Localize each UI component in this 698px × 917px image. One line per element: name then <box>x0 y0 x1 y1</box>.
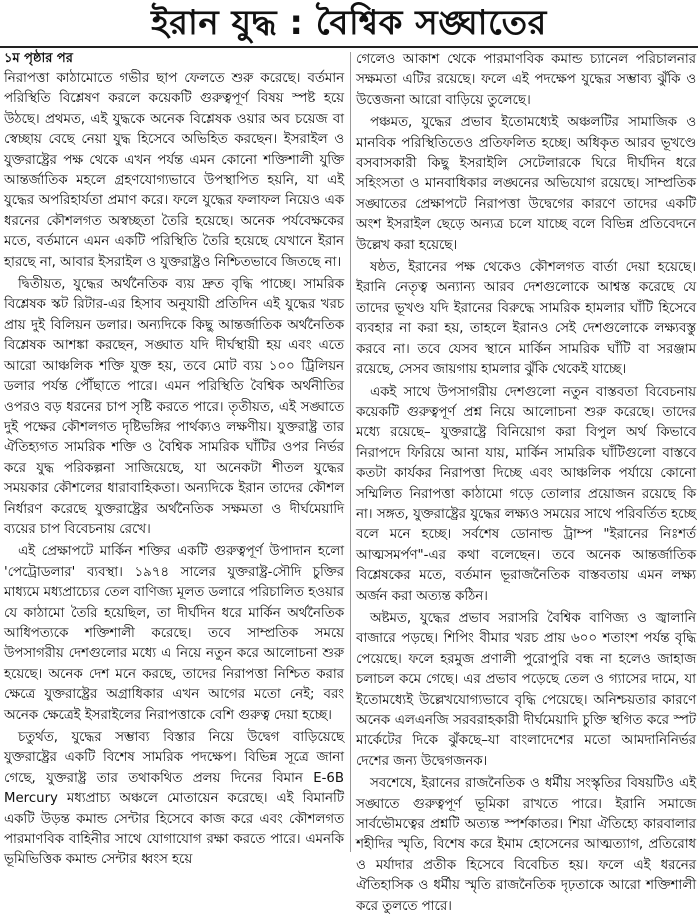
continuation-label: ১ম পৃষ্ঠার পর <box>4 51 73 66</box>
paragraph: সবশেষে, ইরানের রাজনৈতিক ও ধর্মীয় সংস্কৃতির বিষয়টিও এই সঙ্ঘাতে গুরুত্বপূর্ণ ভূমিকা রাখতে পারে। ইরানি সমাজে সার্বভৌমত্বের প্রশ্নটি অত্যন্ত স্পর্শকাতর। শিয়া ঐতিহ্যে কারবালার শহীদির স্মৃতি, বিশেষ করে ইমাম হোসেনের আত্মত্যাগ, প্রতিরোধ ও মর্যাদার প্রতীক হিসেবে বিবেচিত হয়। ফলে এই ধরনের ঐতিহাসিক ও ধর্মীয় স্মৃতি রাজনৈতিক দৃঢ়তাকে আরো শক্তিশালী করে তুলতে পারে। <box>356 776 696 914</box>
paragraph: এই প্রেক্ষাপটে মার্কিন শক্তির একটি গুরুত্বপূর্ণ উপাদান হলো 'পেট্রোডলার' ব্যবস্থা। ১৯৭৪ সালের যুক্তরাষ্ট্র-সৌদি চুক্তির মাধ্যমে মধ্যপ্রাচ্যের তেল বাণিজ্য মূলত ডলারে পরিচালিত হওয়ার যে কাঠামো তৈরি হয়েছিল, তা দীর্ঘদিন ধরে মার্কিন অর্থনৈতিক আধিপত্যকে শক্তিশালী করেছে। তবে সাম্প্রতিক সময়ে উপসাগরীয় দেশগুলোর মধ্যে এ নিয়ে নতুন করে আলোচনা শুরু হয়েছে। অনেক দেশ মনে করছে, তাদের নিরাপত্তা নিশ্চিত করার ক্ষেত্রে যুক্তরাষ্ট্রের অগ্রাধিকার এখন আগের মতো নেই; বরং অনেক ক্ষেত্রেই ইসরাইলের নিরাপত্তাকে বেশি গুরুত্ব দেয়া হচ্ছে। <box>4 544 344 723</box>
left-column <box>4 50 344 868</box>
paragraph: চতুর্থত, যুদ্ধের সম্ভাব্য বিস্তার নিয়ে উদ্বেগ বাড়িয়েছে যুক্তরাষ্ট্রের একটি বিশেষ সামরিক পদক্ষেপ। বিভিন্ন সূত্রে জানা গেছে, যুক্তরাষ্ট্র তার তথাকথিত প্রলয় দিনের বিমান E-6B Mercury মধ্যপ্রাচ্য অঞ্চলে মোতায়েন করেছে। এই বিমানটি একটি উড়ন্ত কমান্ড সেন্টার হিসেবে কাজ করে এবং কৌশলগত পারমাণবিক বাহিনীর সাথে যোগাযোগ রক্ষা করতে পারে। এমনকি ভূমিভিত্তিক কমান্ড সেন্টার ধ্বংস হয়ে <box>4 730 344 868</box>
paragraph: দ্বিতীয়ত, যুদ্ধের অর্থনৈতিক ব্যয় দ্রুত বৃদ্ধি পাচ্ছে। সামরিক বিশ্লেষক স্কট রিটার-এর হিসাব অনুযায়ী প্রতিদিন এই যুদ্ধের খরচ প্রায় দুই বিলিয়ন ডলার। অন্যদিকে কিছু আন্তর্জাতিক অর্থনৈতিক বিশ্লেষক আশঙ্কা করছেন, সঙ্ঘাত যদি দীর্ঘস্থায়ী হয় এবং এতে আরো আঞ্চলিক শক্তি যুক্ত হয়, তবে মোট ব্যয় ১০০ ট্রিলিয়ন ডলার পর্যন্ত পৌঁছাতে পারে। এমন পরিস্থিতি বৈশ্বিক অর্থনীতির ওপরও বড় ধরনের চাপ সৃষ্টি করতে পারে। তৃতীয়ত, এই সঙ্ঘাতে দুই পক্ষের কৌশলগত দৃষ্টিভঙ্গির পার্থক্যও লক্ষণীয়। যুক্তরাষ্ট্র তার ঐতিহ্যগত সামরিক শক্তি ও বৈশ্বিক সামরিক ঘাঁটির ওপর নির্ভর করে যুদ্ধ পরিকল্পনা সাজিয়েছে, যা অনেকটা শীতল যুদ্ধের সময়কার কৌশলের ধারাবাহিকতা। অন্যদিকে ইরান তাদের কৌশল নির্ধারণ করেছে যুক্তরাষ্ট্রের অর্থনৈতিক সক্ষমতা ও দীর্ঘমেয়াদি ব্যয়ের চাপ বিবেচনায় রেখে। <box>4 277 344 537</box>
headline-rule <box>0 46 698 48</box>
paragraph: নিরাপত্তা কাঠামোতে গভীর ছাপ ফেলতে শুরু করেছে। বর্তমান পরিস্থিতি বিশ্লেষণ করলে কয়েকটি গুরুত্বপূর্ণ বিষয় স্পষ্ট হয়ে উঠছে। প্রথমত, এই যুদ্ধকে অনেক বিশ্লেষক ওয়ার অব চয়েজ বা স্বেচ্ছায় বেছে নেয়া যুদ্ধ হিসেবে অভিহিত করছেন। ইসরাইল ও যুক্তরাষ্ট্রের পক্ষ থেকে এখন পর্যন্ত এমন কোনো শক্তিশালী যুক্তি আন্তর্জাতিক মহলে গ্রহণযোগ্যভাবে উপস্থাপিত হয়নি, যা এই যুদ্ধের অপরিহার্যতা প্রমাণ করে। ফলে যুদ্ধের ফলাফল নিয়েও এক ধরনের কৌশলগত অস্বচ্ছতা তৈরি হয়েছে। অনেক পর্যবেক্ষকের মতে, বর্তমানে এমন একটি পরিস্থিতি তৈরি হয়েছে যেখানে ইরান হারছে না, আবার ইসরাইল ও যুক্তরাষ্ট্রও নিশ্চিতভাবে জিতছে না। <box>4 71 344 270</box>
paragraph: একই সাথে উপসাগরীয় দেশগুলো নতুন বাস্তবতা বিবেচনায় কয়েকটি গুরুত্বপূর্ণ প্রশ্ন নিয়ে আলোচনা শুরু করেছে। তাদের মধ্যে রয়েছে– যুক্তরাষ্ট্রে বিনিয়োগ করা বিপুল অর্থ কিভাবে নিরাপদে ফিরিয়ে আনা যায়, মার্কিন সামরিক ঘাঁটিগুলো বাস্তবে কতটা কার্যকর নিরাপত্তা দিচ্ছে এবং আঞ্চলিক পর্যায়ে কোনো সম্মিলিত নিরাপত্তা কাঠামো গড়ে তোলার প্রয়োজন রয়েছে কি না। সঙ্গত, যুক্তরাষ্ট্রের যুদ্ধের লক্ষ্যও সময়ের সাথে পরিবর্তিত হচ্ছে বলে মনে হচ্ছে। সর্বশেষ ডোনাল্ড ট্রাম্প "ইরানের নিঃশর্ত আত্মসমর্পণ"-এর কথা বলেছেন। তবে অনেক আন্তর্জাতিক বিশ্লেষকের মতে, বর্তমান ভূরাজনৈতিক বাস্তবতায় এমন লক্ষ্য অর্জন করা অত্যন্ত কঠিন। <box>356 384 696 604</box>
paragraph: ষষ্ঠত, ইরানের পক্ষ থেকেও কৌশলগত বার্তা দেয়া হয়েছে। ইরানি নেতৃত্ব অন্যান্য আরব দেশগুলোকে আশ্বস্ত করেছে যে তাদের ভূখণ্ড যদি ইরানের বিরুদ্ধে সামরিক হামলার ঘাঁটি হিসেবে ব্যবহার না করা হয়, তাহলে ইরানও সেই দেশগুলোকে লক্ষ্যবস্তু করবে না। তবে যেসব স্থানে মার্কিন সামরিক ঘাঁটি বা সরঞ্জাম রয়েছে, সেসব জায়গায় হামলার ঝুঁকি থেকেই যাচ্ছে। <box>356 260 696 378</box>
page-headline: ইরান যুদ্ধ : বৈশ্বিক সঙ্ঘাতের <box>151 3 547 43</box>
paragraph: অষ্টমত, যুদ্ধের প্রভাব সরাসরি বৈশ্বিক বাণিজ্য ও জ্বালানি বাজারে পড়ছে। শিপিং বীমার খরচ প্রায় ৬০০ শতাংশ পর্যন্ত বৃদ্ধি পেয়েছে। ফলে হরমুজ প্রণালী পুরোপুরি বন্ধ না হলেও জাহাজ চলাচল কমে গেছে। এর প্রভাব পড়েছে তেল ও গ্যাসের দামে, যা ইতোমধ্যেই উল্লেখযোগ্যভাবে বৃদ্ধি পেয়েছে। অনিশ্চয়তার কারণে অনেক এলএনজি সরবরাহকারী দীর্ঘমেয়াদি চুক্তি স্থগিত করে স্পট মার্কেটের দিকে ঝুঁকছে–যা বাংলাদেশের মতো আমদানিনির্ভর দেশের জন্য উদ্বেগজনক। <box>356 610 696 769</box>
paragraph: গেলেও আকাশ থেকে পারমাণবিক কমান্ড চ্যানেল পরিচালনার সক্ষমতা এটির রয়েছে। ফলে এই পদক্ষেপ যুদ্ধের সম্ভাব্য ঝুঁকি ও উত্তেজনা আরো বাড়িয়ে তুলেছে। <box>356 52 696 108</box>
column-divider <box>350 52 351 852</box>
right-column <box>356 50 696 914</box>
paragraph: পঞ্চমত, যুদ্ধের প্রভাব ইতোমধ্যেই অঞ্চলটির সামাজিক ও মানবিক পরিস্থিতিতেও প্রতিফলিত হচ্ছে। অধিকৃত আরব ভূখণ্ডে বসবাসকারী কিছু ইসরাইলি সেটেলারকে ঘিরে দীর্ঘদিন ধরে সহিংসতা ও মানবাধিকার লঙ্ঘনের অভিযোগ রয়েছে। সাম্প্রতিক সঙ্ঘাতের প্রেক্ষাপটে নিরাপত্তা উদ্বেগের কারণে তাদের একটি অংশ ইসরাইল ছেড়ে অন্যত্র চলে যাচ্ছে বলে বিভিন্ন প্রতিবেদনে উল্লেখ করা হয়েছে। <box>356 115 696 253</box>
